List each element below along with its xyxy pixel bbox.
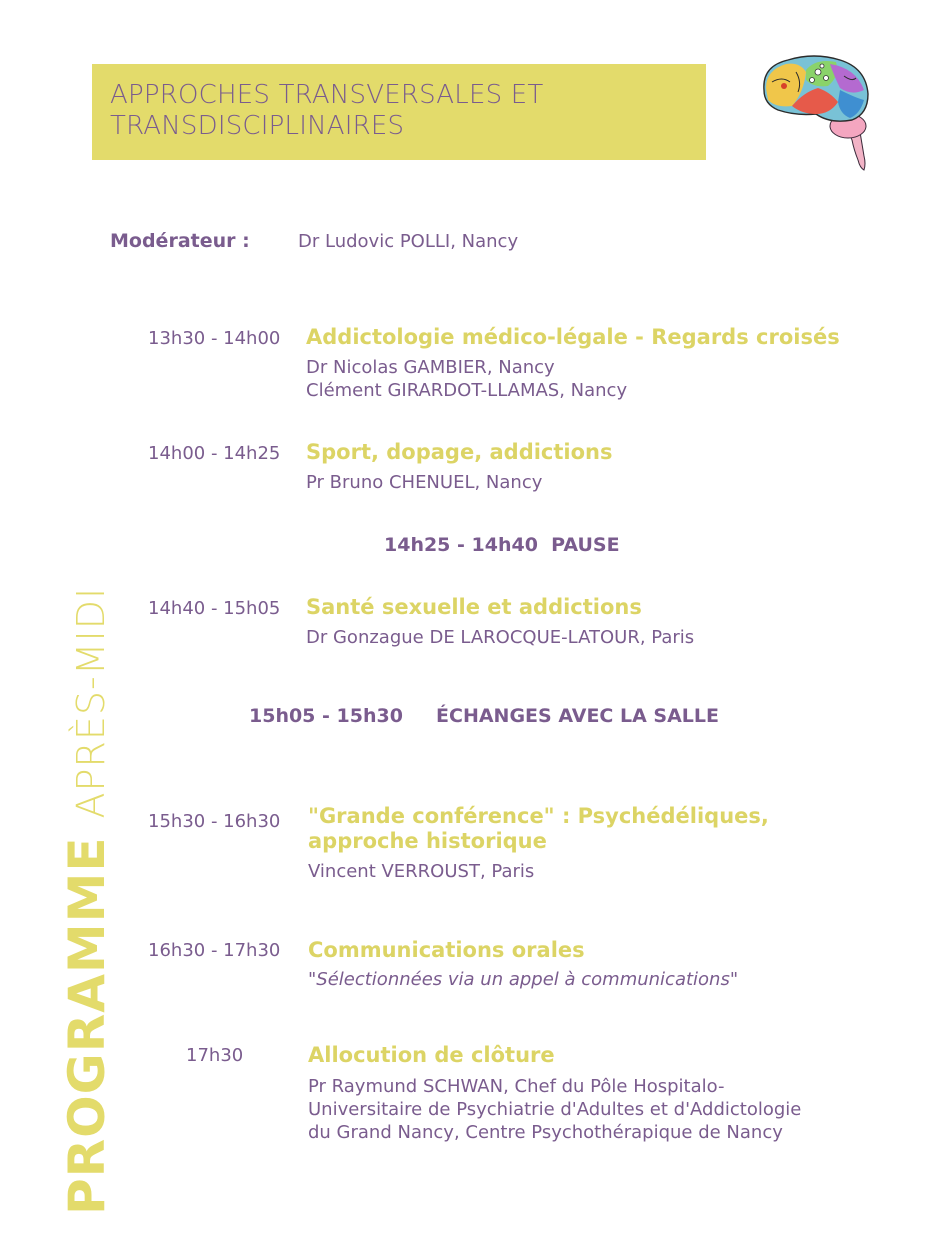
session-title: Allocution de clôture	[308, 1043, 555, 1067]
break-label: PAUSE	[551, 534, 620, 556]
discussion-break	[249, 705, 719, 727]
break-time: 14h25 - 14h40	[384, 534, 538, 556]
pause-break	[384, 534, 620, 556]
session-title	[308, 804, 769, 854]
session-speakers	[308, 1075, 801, 1144]
quote-close: "	[729, 969, 739, 990]
session-note	[308, 968, 738, 991]
session-title: Santé sexuelle et addictions	[306, 595, 642, 619]
quote-open: "	[308, 969, 317, 990]
session-speakers	[306, 356, 627, 402]
section-title-line2: TRANSDISCIPLINAIRES	[110, 111, 405, 141]
session-time: 17h30	[186, 1045, 244, 1066]
section-header	[92, 64, 706, 160]
speaker-line: Pr Raymund SCHWAN, Chef du Pôle Hospitalo-	[308, 1076, 725, 1097]
moderator-label: Modérateur :	[110, 230, 250, 252]
session-title: Sport, dopage, addictions	[306, 440, 613, 464]
session-time: 16h30 - 17h30	[148, 940, 281, 961]
section-title	[110, 80, 543, 142]
moderator-name: Dr Ludovic POLLI, Nancy	[298, 231, 519, 252]
speaker-line: Dr Gonzague DE LAROCQUE-LATOUR, Paris	[306, 627, 695, 648]
speaker-line: du Grand Nancy, Centre Psychothérapique de Nancy	[308, 1122, 783, 1143]
break-time: 15h05 - 15h30	[249, 705, 403, 727]
session-title-line1: "Grande conférence" : Psychédéliques,	[308, 804, 769, 828]
session-title-line2: approche historique	[308, 829, 547, 853]
speaker-line: Pr Bruno CHENUEL, Nancy	[306, 472, 543, 493]
speaker-line: Vincent VERROUST, Paris	[308, 861, 535, 882]
session-time: 14h00 - 14h25	[148, 443, 281, 464]
note-text: Sélectionnées via un appel à communications	[316, 969, 730, 990]
session-time: 14h40 - 15h05	[148, 598, 281, 619]
brain-illustration-icon	[756, 52, 872, 172]
break-label: ÉCHANGES AVEC LA SALLE	[436, 705, 719, 727]
side-label-strong: PROGRAMME	[58, 836, 116, 1215]
speaker-line: Clément GIRARDOT-LLAMAS, Nancy	[306, 380, 628, 401]
programme-side-label	[58, 587, 116, 1215]
speaker-line: Dr Nicolas GAMBIER, Nancy	[306, 357, 555, 378]
side-label-light: APRÈS-MIDI	[69, 586, 113, 819]
session-title: Communications orales	[308, 938, 585, 962]
session-speakers	[308, 860, 534, 883]
session-time: 13h30 - 14h00	[148, 328, 281, 349]
section-title-line1: APPROCHES TRANSVERSALES ET	[110, 80, 544, 110]
speaker-line: Universitaire de Psychiatrie d'Adultes et d'Addictologie	[308, 1099, 802, 1120]
session-speakers	[306, 471, 542, 494]
session-time: 15h30 - 16h30	[148, 811, 281, 832]
session-title: Addictologie médico-légale - Regards croisés	[306, 325, 840, 349]
session-speakers	[306, 626, 694, 649]
